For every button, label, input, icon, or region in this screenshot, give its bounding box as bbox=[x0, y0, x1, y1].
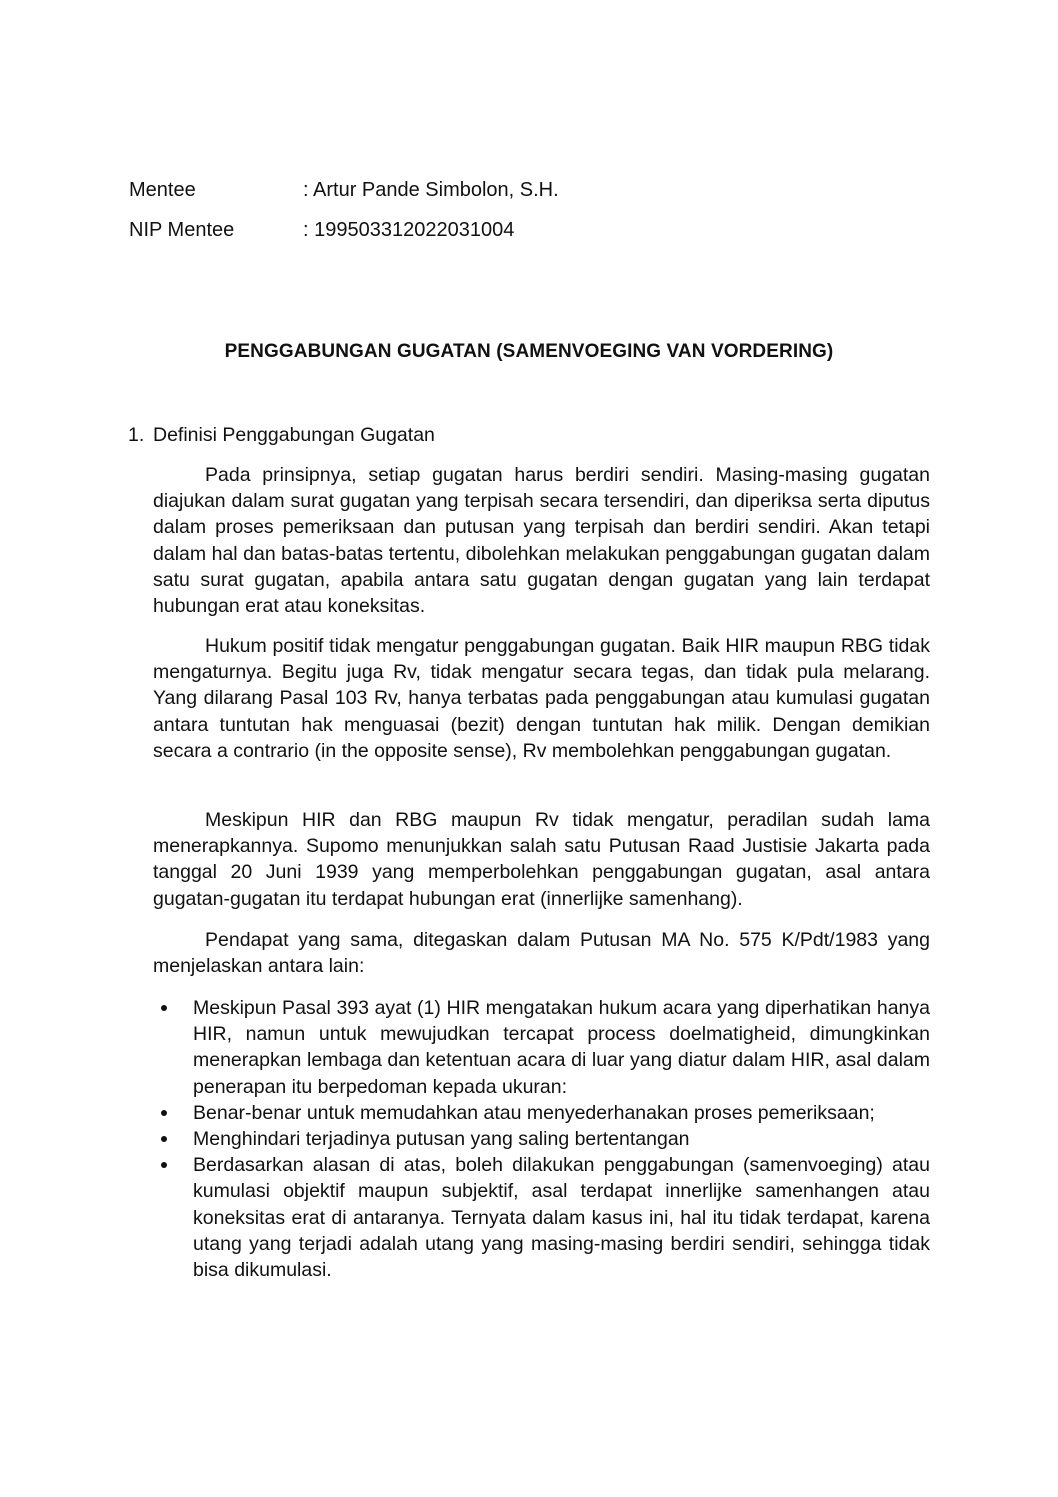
mentee-label: Mentee bbox=[129, 179, 196, 201]
list-item-text: Meskipun Pasal 393 ayat (1) HIR mengatakan hukum acara yang diperhatikan hanya HIR, namun untuk mewujudkan tercapat process doelmatigheid, dimungkinkan menerapkan lembaga dan ketentuan acara di luar yang diatur dalam HIR, asal dalam penerapan itu berpedoman kepada ukuran: bbox=[193, 997, 930, 1098]
bullet-icon bbox=[161, 1136, 167, 1142]
list-item-text: Benar-benar untuk memudahkan atau menyederhanakan proses pemeriksaan; bbox=[193, 1101, 875, 1124]
list-item-text: Berdasarkan alasan di atas, boleh dilakukan penggabungan (samenvoeging) atau kumulasi objektif maupun subjektif, asal terdapat innerlijke samenhangen atau koneksitas erat di antaranya. Ternyata dalam kasus ini, hal itu tidak terdapat, karena utang yang terjadi adalah utang yang masing-masing berdiri sendiri, sehingga tidak bisa dikumulasi. bbox=[193, 1154, 930, 1282]
section-title: Definisi Penggabungan Gugatan bbox=[153, 424, 435, 446]
paragraph-text: Hukum positif tidak mengatur penggabungan gugatan. Baik HIR maupun RBG tidak mengaturnya. Begitu juga Rv, tidak mengatur secara tegas, dan tidak pula melarang. Yang dilarang Pasal 103 Rv, hanya terbatas pada penggabungan atau kumulasi gugatan antara tuntutan hak menguasai (bezit) dengan tuntutan hak milik. Dengan demikian secara a contrario (in the opposite sense), Rv membolehkan penggabungan gugatan. bbox=[153, 635, 930, 762]
document-title: PENGGABUNGAN GUGATAN (SAMENVOEGING VAN VORDERING) bbox=[224, 341, 834, 362]
paragraph-2 bbox=[153, 633, 930, 764]
list-item bbox=[153, 995, 930, 1100]
section-number: 1. bbox=[128, 424, 145, 446]
paragraph-1 bbox=[153, 462, 930, 619]
nip-value: : 199503312022031004 bbox=[303, 219, 515, 241]
bullet-icon bbox=[161, 1162, 167, 1168]
nip-label: NIP Mentee bbox=[129, 219, 235, 241]
paragraph-text: Meskipun HIR dan RBG maupun Rv tidak mengatur, peradilan sudah lama menerapkannya. Supomo menunjukkan salah satu Putusan Raad Justisie Jakarta pada tanggal 20 Juni 1939 yang memperbolehkan penggabungan gugatan, asal antara gugatan-gugatan itu terdapat hubungan erat (innerlijke samenhang). bbox=[153, 809, 930, 910]
bullet-list bbox=[153, 995, 930, 1283]
bullet-icon bbox=[161, 1110, 167, 1116]
paragraph-3 bbox=[153, 807, 930, 912]
list-item bbox=[153, 1100, 930, 1126]
list-item bbox=[153, 1152, 930, 1283]
list-item bbox=[153, 1126, 930, 1152]
section-heading bbox=[128, 424, 435, 447]
paragraph-4 bbox=[153, 927, 930, 979]
paragraph-text: Pendapat yang sama, ditegaskan dalam Putusan MA No. 575 K/Pdt/1983 yang menjelaskan antara lain: bbox=[153, 929, 930, 978]
mentee-value: : Artur Pande Simbolon, S.H. bbox=[303, 179, 559, 201]
list-item-text: Menghindari terjadinya putusan yang saling bertentangan bbox=[193, 1128, 690, 1151]
bullet-icon bbox=[161, 1005, 167, 1011]
paragraph-text: Pada prinsipnya, setiap gugatan harus berdiri sendiri. Masing-masing gugatan diajukan dalam surat gugatan yang terpisah secara tersendiri, dan diperiksa serta diputus dalam proses pemeriksaan dan putusan yang terpisah dan berdiri sendiri. Akan tetapi dalam hal dan batas-batas tertentu, dibolehkan melakukan penggabungan gugatan dalam satu surat gugatan, apabila antara satu gugatan dengan gugatan yang lain terdapat hubungan erat atau koneksitas. bbox=[153, 464, 930, 618]
